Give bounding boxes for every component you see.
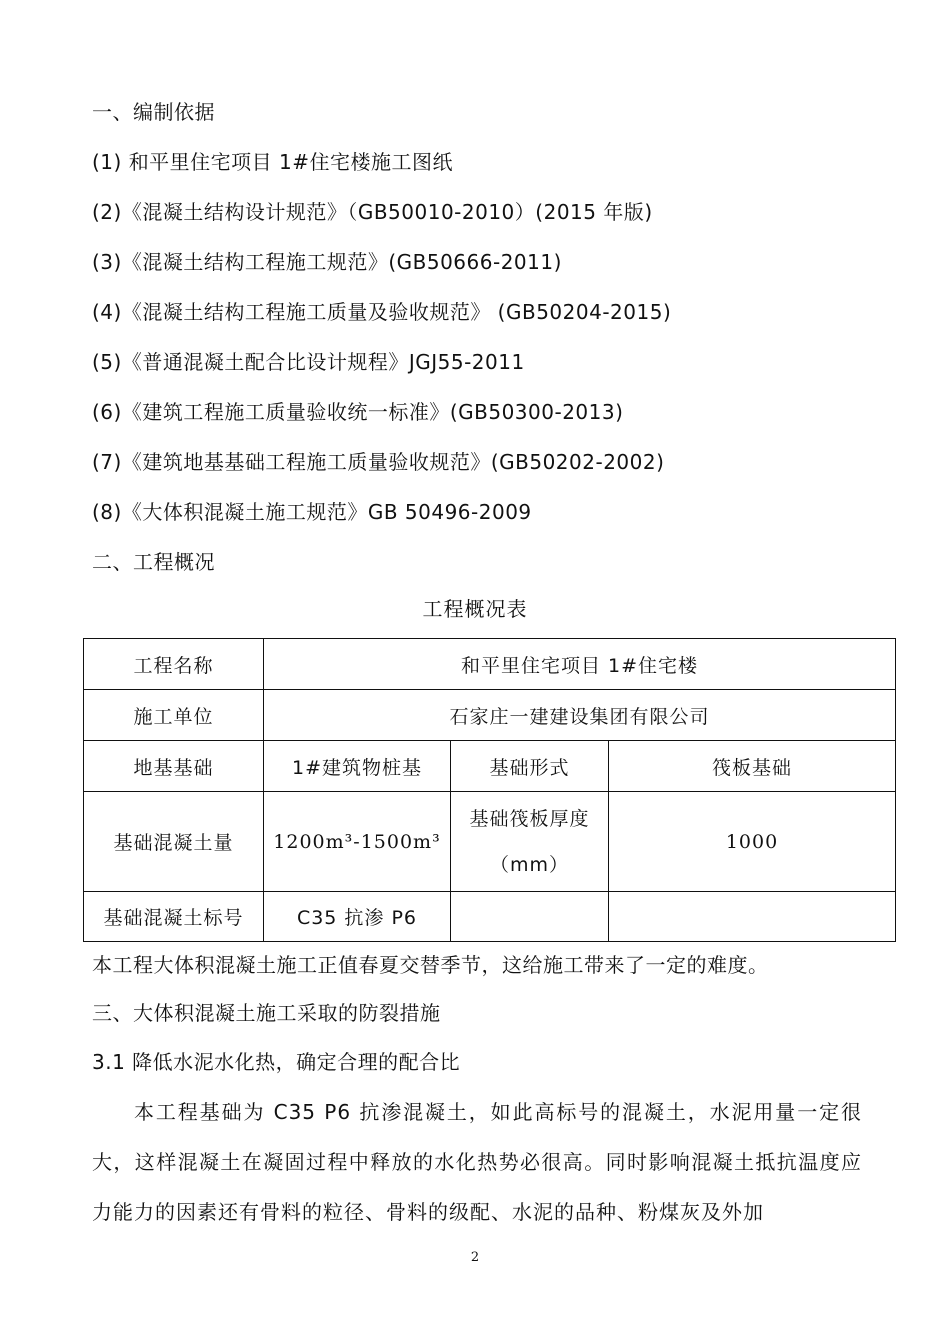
basis-item-3: (3)《混凝土结构工程施工规范》(GB50666-2011) (92, 250, 562, 274)
overview-note: 本工程大体积混凝土施工正值春夏交替季节，这给施工带来了一定的难度。 (92, 953, 769, 977)
basis-item-7: (7)《建筑地基基础工程施工质量验收规范》(GB50202-2002) (92, 450, 665, 474)
overview-heading: 二、工程概况 (92, 550, 215, 574)
basis-item-5: (5)《普通混凝土配合比设计规程》JGJ55-2011 (92, 350, 525, 374)
basis-item-2: (2)《混凝土结构设计规范》（GB50010-2010）(2015 年版) (92, 200, 653, 224)
thickness-label-line-1: 基础筏板厚度 (469, 807, 590, 830)
overview-table (83, 638, 896, 942)
basis-item-6: (6)《建筑工程施工质量验收统一标准》(GB50300-2013) (92, 400, 624, 424)
cell-empty-1 (451, 892, 609, 942)
cell-foundation-value: 1#建筑物桩基 (264, 741, 451, 792)
cell-builder-label: 施工单位 (84, 690, 264, 741)
cell-foundation-label: 地基基础 (84, 741, 264, 792)
thickness-label-line-2: （mm） (489, 853, 570, 876)
measures-heading: 三、大体积混凝土施工采取的防裂措施 (92, 1001, 441, 1025)
basis-item-8: (8)《大体积混凝土施工规范》GB 50496-2009 (92, 500, 532, 524)
cell-name-label: 工程名称 (84, 639, 264, 690)
cell-name-value: 和平里住宅项目 1#住宅楼 (264, 639, 896, 690)
basis-heading: 一、编制依据 (92, 100, 215, 124)
cell-thickness-value: 1000 (609, 792, 896, 892)
cell-form-label: 基础形式 (451, 741, 609, 792)
cell-grade-label: 基础混凝土标号 (84, 892, 264, 942)
cell-builder-value: 石家庄一建建设集团有限公司 (264, 690, 896, 741)
cell-thickness-label (451, 792, 609, 892)
basis-item-1: (1) 和平里住宅项目 1#住宅楼施工图纸 (92, 150, 454, 174)
cell-volume-label: 基础混凝土量 (84, 792, 264, 892)
measures-subheading: 3.1 降低水泥水化热，确定合理的配合比 (92, 1050, 461, 1074)
cell-empty-2 (609, 892, 896, 942)
table-title: 工程概况表 (422, 597, 528, 621)
measures-paragraph: 本工程基础为 C35 P6 抗渗混凝土，如此高标号的混凝土，水泥用量一定很大，这样混凝土在凝固过程中释放的水化热势必很高。同时影响混凝土抵抗温度应力能力的因素还有骨料的粒径、骨料的级配、水泥的品种、粉煤灰及外加 (92, 1100, 862, 1224)
cell-volume-value: 1200m³-1500m³ (264, 792, 451, 892)
basis-item-4: (4)《混凝土结构工程施工质量及验收规范》 (GB50204-2015) (92, 300, 672, 324)
cell-form-value: 筏板基础 (609, 741, 896, 792)
page-number: 2 (470, 1250, 480, 1265)
cell-grade-value: C35 抗渗 P6 (264, 892, 451, 942)
